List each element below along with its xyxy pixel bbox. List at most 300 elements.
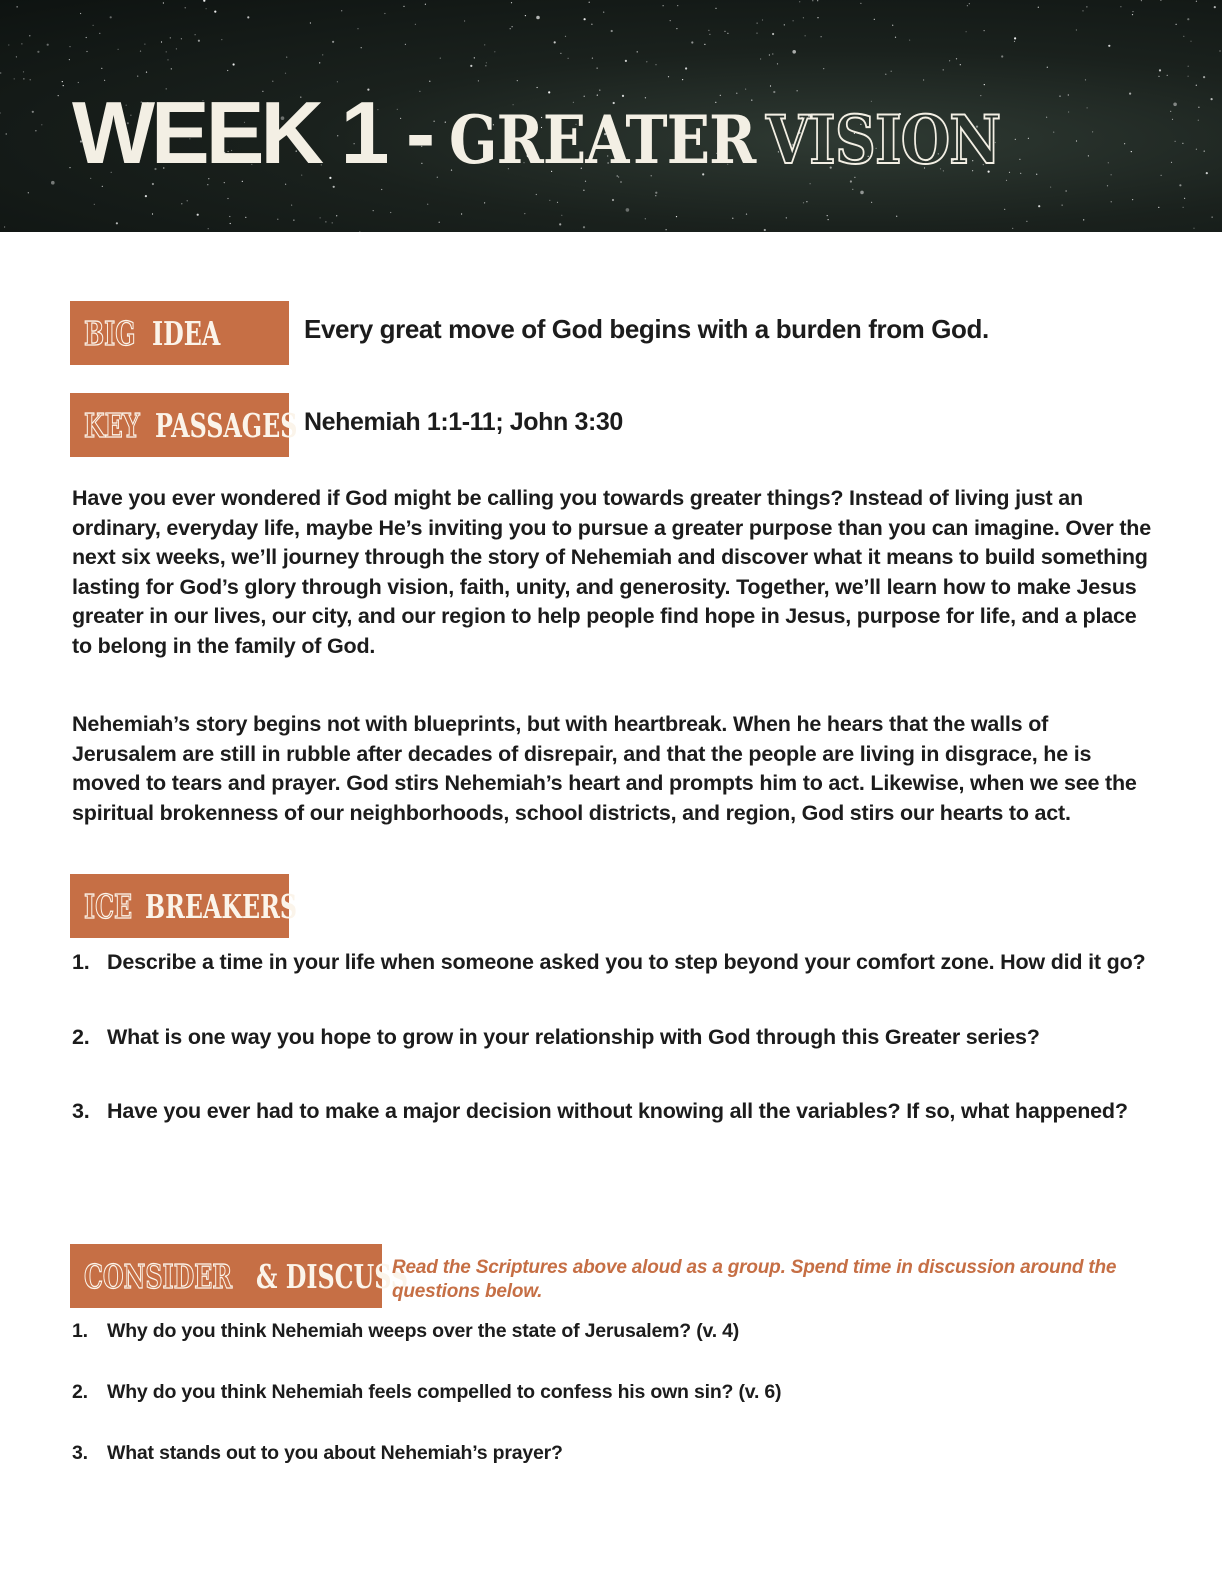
star: [1020, 173, 1021, 174]
star: [967, 5, 968, 6]
ice-breakers-list: [72, 948, 1152, 1127]
star: [1111, 201, 1112, 202]
star: [1068, 94, 1069, 95]
list-item-text: What stands out to you about Nehemiah’s prayer?: [107, 1442, 563, 1464]
star: [727, 33, 728, 34]
star: [611, 30, 613, 32]
star: [181, 38, 182, 39]
star: [1132, 11, 1133, 12]
star: [485, 65, 486, 66]
star: [23, 78, 24, 79]
star: [584, 18, 586, 20]
star: [655, 192, 657, 194]
star: [102, 186, 103, 187]
star: [646, 61, 647, 62]
star: [828, 219, 829, 220]
star: [118, 49, 119, 50]
title-vision: VISION: [765, 101, 1000, 179]
star: [176, 48, 177, 49]
star: [207, 184, 208, 185]
star: [4, 226, 5, 227]
star: [769, 54, 770, 55]
star: [511, 26, 512, 27]
star: [565, 36, 566, 37]
star: [1066, 190, 1067, 191]
star: [32, 111, 34, 113]
star: [715, 8, 716, 9]
star: [812, 0, 813, 1]
star: [1188, 66, 1189, 67]
star: [762, 19, 763, 20]
star: [227, 198, 228, 199]
list-item: [72, 1440, 1152, 1466]
star: [1203, 76, 1205, 78]
star: [810, 183, 811, 184]
star: [923, 79, 924, 80]
ice-breakers-label: [70, 874, 297, 938]
star: [827, 215, 828, 216]
star: [437, 177, 438, 178]
star: [1129, 93, 1131, 95]
star: [949, 60, 950, 61]
star: [625, 60, 627, 62]
list-item-number: 3.: [72, 1099, 90, 1123]
star: [166, 51, 167, 52]
star: [357, 28, 358, 29]
star: [1014, 41, 1015, 42]
consider-discuss-label: [70, 1244, 408, 1308]
star: [1026, 221, 1027, 222]
star: [1179, 184, 1181, 186]
intro-paragraph-1: Have you ever wondered if God might be calling you towards greater things? Instead of living just an ordinary, everyday life, maybe He’s inviting you to pursue a greater purpose than you can imagine. Over the next six weeks, we’ll journey through the story of Nehemiah and discover what it means to build something lasting for God’s glory through vision, faith, unity, and generosity. Together, we’ll learn how to make Jesus greater in our lives, our city, and our region to help people find hope in Jesus, purpose for life, and a place to belong in the family of God.: [72, 486, 1151, 658]
star: [1159, 69, 1161, 71]
star: [524, 213, 525, 214]
star: [677, 5, 678, 6]
star: [484, 44, 485, 45]
list-item-number: 2.: [72, 1381, 88, 1403]
list-item-text: Describe a time in your life when someone asked you to step beyond your comfort zone. How did it go?: [107, 950, 1146, 974]
star: [821, 36, 822, 37]
star: [817, 17, 818, 18]
star: [1161, 175, 1162, 176]
star: [333, 186, 335, 188]
star: [170, 37, 171, 38]
star: [1211, 98, 1213, 100]
star: [557, 202, 558, 203]
star: [620, 181, 621, 182]
star: [626, 208, 630, 212]
star: [704, 44, 705, 45]
star: [181, 203, 182, 204]
star: [637, 51, 638, 52]
star: [691, 41, 693, 43]
list-item-text: Why do you think Nehemiah weeps over the state of Jerusalem? (v. 4): [107, 1320, 740, 1342]
star: [1087, 107, 1088, 108]
star: [21, 43, 22, 44]
star: [984, 30, 985, 31]
star: [1170, 111, 1171, 112]
star: [140, 51, 141, 52]
star: [966, 31, 967, 32]
list-item: [72, 1097, 1152, 1127]
star: [381, 189, 382, 190]
star: [230, 223, 231, 224]
star: [1198, 120, 1199, 121]
star: [332, 222, 333, 223]
star: [320, 217, 321, 218]
star: [1012, 228, 1013, 229]
star: [1188, 76, 1189, 77]
star: [1085, 79, 1086, 80]
star: [597, 68, 598, 69]
star: [760, 58, 761, 59]
star: [93, 25, 94, 26]
star: [229, 216, 230, 217]
star: [484, 202, 485, 203]
star: [1068, 111, 1069, 112]
star: [1160, 0, 1161, 1]
star: [1187, 18, 1189, 20]
star: [969, 3, 970, 4]
star: [676, 216, 677, 217]
star: [676, 28, 677, 29]
star: [319, 62, 320, 63]
star: [792, 50, 796, 54]
star: [709, 34, 710, 35]
star: [803, 17, 804, 18]
star: [1158, 76, 1159, 77]
star: [1196, 85, 1197, 86]
star: [1196, 1, 1197, 2]
star: [86, 51, 87, 52]
list-item-text: What is one way you hope to grow in your relationship with God through this Greater series?: [107, 1024, 1040, 1049]
list-item-number: 3.: [72, 1442, 88, 1464]
star: [549, 200, 550, 201]
star: [960, 64, 961, 65]
star: [1196, 149, 1197, 150]
star: [1183, 36, 1184, 37]
star: [943, 69, 944, 70]
star: [23, 71, 24, 72]
star: [208, 228, 209, 229]
star: [425, 4, 426, 5]
star: [896, 216, 897, 217]
star: [80, 13, 81, 14]
star: [772, 53, 773, 54]
star: [1088, 155, 1089, 156]
star: [486, 62, 487, 63]
star: [1167, 75, 1168, 76]
star: [823, 68, 824, 69]
star: [1006, 180, 1007, 181]
star: [185, 7, 186, 8]
star: [668, 76, 669, 77]
star: [1108, 162, 1109, 163]
star: [682, 79, 683, 80]
star: [1120, 6, 1121, 7]
star: [559, 223, 561, 225]
star: [494, 51, 495, 52]
list-item-number: 1.: [72, 1320, 88, 1342]
star: [86, 37, 87, 38]
star: [746, 214, 747, 215]
star: [793, 20, 794, 21]
star: [291, 205, 292, 206]
star: [885, 74, 886, 75]
star: [163, 2, 164, 3]
star: [663, 5, 664, 6]
star: [554, 41, 556, 43]
star: [332, 41, 334, 43]
star: [16, 56, 17, 57]
star: [1047, 67, 1048, 68]
star: [860, 191, 864, 195]
star: [1076, 29, 1077, 30]
star: [536, 194, 537, 195]
key-passages-text: Nehemiah 1:1-11; John 3:30: [304, 408, 623, 436]
star: [373, 210, 374, 211]
star: [137, 76, 138, 77]
star: [1184, 198, 1185, 199]
key-passages-label-outline: KEY: [84, 405, 140, 445]
star: [285, 73, 286, 74]
star: [805, 35, 806, 36]
star: [1038, 205, 1040, 207]
star: [310, 22, 311, 23]
title-greater: GREATER: [449, 101, 756, 179]
star: [17, 6, 18, 7]
star: [583, 190, 584, 191]
star: [756, 33, 757, 34]
star: [895, 37, 896, 38]
star: [1175, 141, 1176, 142]
star: [104, 80, 105, 81]
star: [561, 215, 562, 216]
star: [874, 19, 875, 20]
star: [852, 189, 853, 190]
star: [1086, 6, 1087, 7]
big-idea-label-solid: IDEA: [151, 313, 220, 353]
star: [0, 112, 1, 113]
star: [1183, 207, 1184, 208]
star: [29, 35, 30, 36]
star: [786, 217, 787, 218]
star: [1182, 143, 1183, 144]
star: [41, 124, 42, 125]
consider-discuss-label-solid: & DISCUSS: [255, 1256, 408, 1296]
key-passages-label-solid: PASSAGES: [155, 405, 298, 445]
list-item: [72, 1023, 1152, 1053]
star: [286, 57, 287, 58]
star: [99, 33, 100, 34]
star: [757, 23, 758, 24]
star: [817, 0, 818, 1]
star: [293, 220, 294, 221]
star: [415, 24, 416, 25]
star: [1082, 10, 1083, 11]
ice-breakers-label-outline: ICE: [84, 886, 133, 926]
star: [655, 195, 656, 196]
star: [390, 212, 391, 213]
star: [247, 16, 249, 18]
star: [6, 133, 7, 134]
star: [1050, 187, 1051, 188]
star: [860, 3, 861, 4]
star: [1111, 174, 1112, 175]
star: [1171, 162, 1172, 163]
star: [30, 79, 31, 80]
star: [685, 67, 687, 69]
star: [69, 59, 70, 60]
star: [403, 6, 404, 7]
star: [850, 180, 852, 182]
intro-paragraph-2: Nehemiah’s story begins not with blueprints, but with heartbreak. When he hears that the walls of Jerusalem are still in rubble after decades of disrepair, and that the people are living in disgrace, he is moved to tears and prayer. God stirs Nehemiah’s heart and prompts him to act. Likewise, when we see the spiritual brokenness of our neighborhoods, school districts, and region, God stirs our hearts to act.: [72, 712, 1137, 825]
star: [612, 199, 614, 201]
star: [1176, 24, 1177, 25]
star: [1038, 7, 1039, 8]
page-title: [72, 82, 1038, 182]
ice-breakers-label-solid: BREAKERS: [144, 886, 297, 926]
star: [536, 16, 540, 20]
star: [1198, 107, 1199, 108]
star: [359, 231, 360, 232]
star: [591, 24, 592, 25]
star: [171, 68, 172, 69]
star: [724, 31, 725, 32]
star: [405, 44, 406, 45]
star: [470, 65, 472, 67]
star: [1190, 41, 1191, 42]
star: [51, 181, 55, 185]
star: [1059, 96, 1060, 97]
star: [871, 202, 872, 203]
star: [1001, 55, 1003, 57]
star: [233, 63, 235, 65]
star: [35, 130, 36, 131]
star: [336, 215, 337, 216]
star: [1132, 199, 1133, 200]
star: [195, 34, 196, 35]
star: [37, 51, 39, 53]
big-idea-text: Every great move of God begins with a burden from God.: [304, 314, 989, 344]
star: [583, 226, 585, 228]
star: [58, 95, 59, 96]
star: [784, 24, 785, 25]
star: [203, 0, 205, 2]
big-idea-label: [70, 301, 289, 365]
star: [474, 57, 475, 58]
star: [525, 15, 526, 16]
star: [8, 44, 9, 45]
star: [116, 222, 118, 224]
star: [277, 219, 278, 220]
star: [322, 54, 323, 55]
star: [1062, 205, 1063, 206]
star: [732, 218, 733, 219]
key-passages-label: [70, 393, 298, 457]
star: [69, 167, 70, 168]
star: [510, 28, 511, 29]
star: [161, 41, 162, 42]
big-idea-label-outline: BIG: [84, 313, 136, 353]
star: [206, 8, 207, 9]
star: [384, 13, 385, 14]
star: [670, 20, 671, 21]
star: [777, 63, 778, 64]
star: [63, 85, 64, 86]
star: [464, 20, 465, 21]
star: [772, 33, 774, 35]
list-item: [72, 1379, 1152, 1405]
star: [146, 72, 147, 73]
star: [1092, 131, 1093, 132]
star: [1124, 143, 1125, 144]
star: [94, 204, 95, 205]
star: [461, 213, 462, 214]
star: [101, 68, 102, 69]
list-item-text: Why do you think Nehemiah feels compelled to confess his own sin? (v. 6): [107, 1381, 782, 1403]
star: [568, 58, 569, 59]
list-item-number: 1.: [72, 950, 90, 974]
star: [799, 1, 800, 2]
star: [1004, 209, 1005, 210]
star: [1206, 172, 1208, 174]
star: [1173, 103, 1177, 107]
star: [1193, 228, 1194, 229]
star: [511, 2, 512, 3]
star: [764, 229, 766, 231]
star: [1107, 185, 1108, 186]
star: [1132, 14, 1133, 15]
star: [1219, 50, 1220, 51]
list-item-text: Have you ever had to make a major decision without knowing all the variables? If so, what happened?: [107, 1099, 1128, 1123]
star: [1212, 217, 1213, 218]
list-item-number: 2.: [72, 1024, 90, 1049]
list-item: [72, 1318, 1152, 1344]
star: [361, 47, 362, 48]
star: [221, 39, 222, 40]
star: [708, 30, 709, 31]
star: [1014, 37, 1016, 39]
title-week: WEEK 1 -: [72, 83, 432, 182]
star: [655, 64, 656, 65]
star: [1141, 0, 1142, 1]
star: [197, 214, 199, 216]
star: [0, 72, 1, 73]
star: [1083, 219, 1084, 220]
star: [341, 10, 342, 11]
star: [592, 58, 593, 59]
star: [1158, 207, 1159, 208]
star: [892, 25, 893, 26]
star: [1214, 6, 1216, 8]
star: [589, 2, 590, 3]
star: [891, 71, 892, 72]
star: [645, 218, 646, 219]
star: [440, 58, 441, 59]
star: [427, 204, 428, 205]
star: [560, 53, 561, 54]
list-item: [72, 948, 1152, 978]
star: [325, 221, 326, 222]
consider-discuss-instruction: Read the Scriptures above aloud as a group. Spend time in discussion around the questions below.: [392, 1257, 1117, 1302]
star: [28, 192, 29, 193]
star: [956, 58, 957, 59]
star: [1108, 45, 1110, 47]
star: [603, 12, 604, 13]
star: [69, 46, 70, 47]
star: [187, 200, 188, 201]
